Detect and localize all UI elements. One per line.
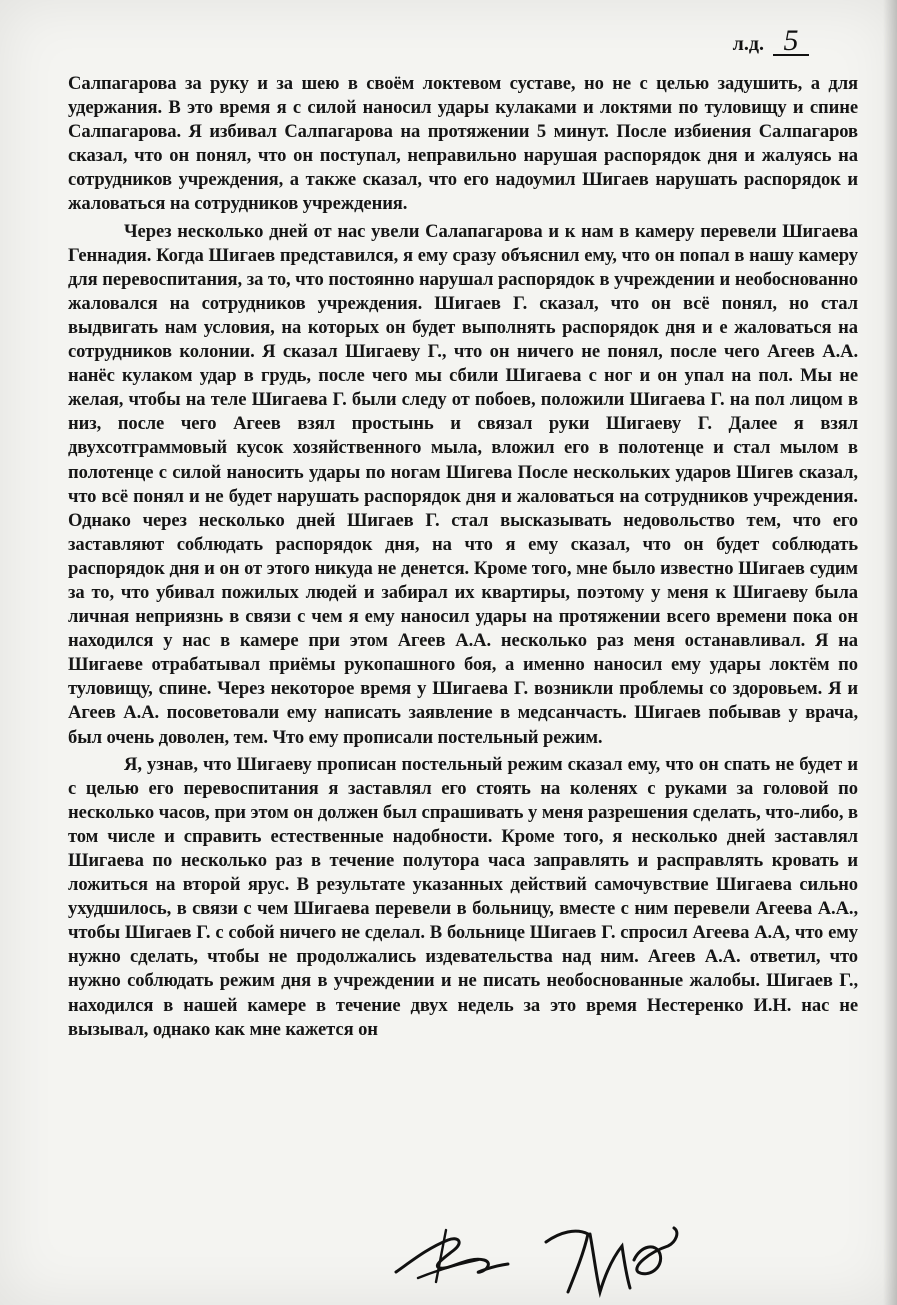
signature-1 [388,1220,518,1290]
scan-shadow-edge [883,0,897,1305]
sheet-number: 5 [773,28,809,56]
paragraph-shigaev-transfer: Через несколько дней от нас увели Салапагарова и к нам в камеру перевели Шигаева Геннадия. Когда Шигаев представился, я ему сразу объяснил ему, что он попал в нашу камеру для перевоспитания, за то, что постоянно нарушал распорядок в учреждении и необоснованно жаловался на сотрудников учреждения. Шигаев Г. сказал, что он всё понял, но стал выдвигать нам условия, на которых он будет выполнять распорядок дня и е жаловаться на сотрудников колонии. Я сказал Шигаеву Г., что он ничего не понял, после чего Агеев А.А. нанёс кулаком удар в грудь, после чего мы сбили Шигаева с ног и он упал на пол. Мы не желая, чтобы на теле Шигаева Г. были следу от побоев, положили Шигаева Г. на пол лицом в низ, после чего Агеев взял простынь и связал руки Шигаеву Г. Далее я взял двухсотграммовый кусок хозяйственного мыла, вложил его в полотенце и стал мылом в полотенце с силой наносить удары по ногам Шигева После нескольких ударов Шигев сказал, что всё понял и не будет нарушать распорядок дня и жаловаться на сотрудников учреждения. Однако через несколько дней Шигаев Г. стал высказывать недовольство тем, что его заставляют соблюдать распорядок дня, на что я ему сказал, что он будет соблюдать распорядок дня и он от этого никуда не денется. Кроме того, мне было известно Шигаев судим за то, что убивал пожилых людей и забирал их квартиры, поэтому у меня к Шигаеву была личная неприязнь в связи с чем я ему наносил удары на протяжении всего времени пока он находился у нас в камере при этом Агеев А.А. несколько раз меня останавливал. Я на Шигаеве отрабатывал приёмы рукопашного боя, а именно наносил ему удары локтём по туловищу, спине. Через некоторое время у Шигаева Г. возникли проблемы со здоровьем. Я и Агеев А.А. посоветовали ему написать заявление в медсанчасть. Шигаев побывав у врача, был очень доволен, тем. Что ему прописали постельный режим. [68,220,858,748]
testimony-text [68,72,858,1042]
page-number-header [732,24,809,57]
paragraph-bed-rest: Я, узнав, что Шигаеву прописан постельный режим сказал ему, что он спать не будет и с целью его перевоспитания я заставлял его стоять на коленях с руками за головой по несколько часов, при этом он должен был спрашивать у меня разрешения сделать, что-либо, в том числе и справить естественные надобности. Кроме того, я несколько дней заставлял Шигаева по несколько раз в течение полутора часа заправлять и расправлять кровать и ложиться на второй ярус. В результате указанных действий самочувствие Шигаева сильно ухудшилось, в связи с чем Шигаева перевели в больницу, вместе с ним перевели Агеева А.А., чтобы Шигаев Г. с собой ничего не сделал. В больнице Шигаев Г. спросил Агеева А.А, что ему нужно сделать, чтобы не продолжались издевательства над ним. Агеев А.А. ответил, что нужно соблюдать режим дня в учреждении и не писать необоснованные жалобы. Шигаев Г., находился в нашей камере в течение двух недель за это время Нестеренко И.Н. нас не вызывал, однако как мне кажется он [68,753,858,1040]
signature-2 [540,1212,690,1298]
sheet-label: л.д. [732,33,764,55]
paragraph-continuation: Салпагарова за руку и за шею в своём локтевом суставе, но не с целью задушить, а для удержания. В это время я с силой наносил удары кулаками и локтями по туловищу и спине Салпагарова. Я избивал Салпагарова на протяжении 5 минут. После избиения Салпагаров сказал, что он понял, что он поступал, неправильно нарушая распорядок дня и жалуясь на сотрудников учреждения, а также сказал, что его надоумил Шигаев нарушать распорядок и жаловаться на сотрудников учреждения. [68,73,858,215]
signature-area [0,1212,897,1302]
